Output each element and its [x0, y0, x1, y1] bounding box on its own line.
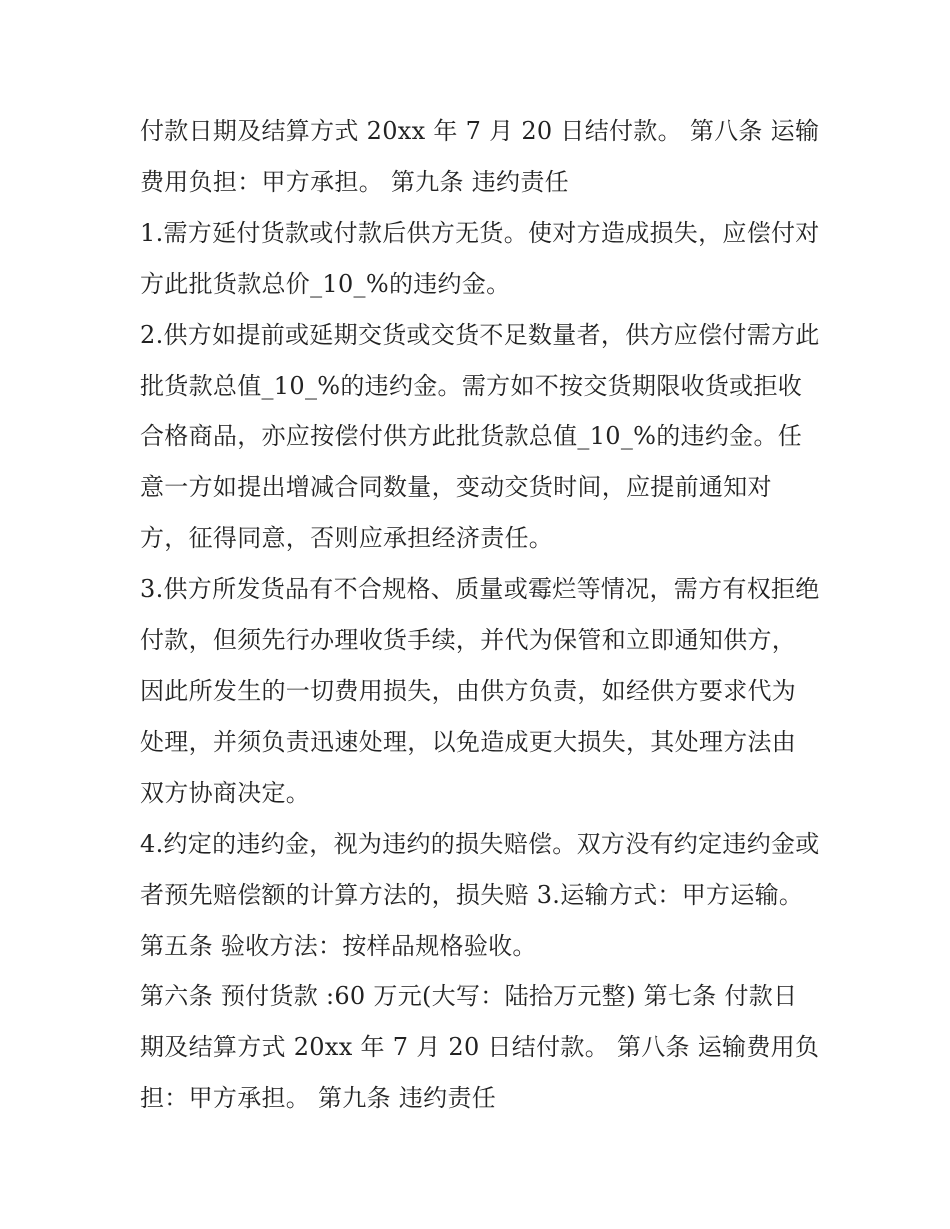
paragraph-article-6: 第六条 预付货款 :60 万元(大写：陆拾万元整) 第七条 付款日期及结算方式 20xx 年 7 月 20 日结付款。 第八条 运输费用负担：甲方承担。 第九条 违约责任	[140, 982, 820, 1113]
paragraph-clause-1: 1.需方延付货款或付款后供方无货。使对方造成损失，应偿付对方此批货款总价_10_%的违约金。	[140, 218, 820, 298]
paragraph-clause-3: 3.供方所发货品有不合规格、质量或霉烂等情况，需方有权拒绝付款，但须先行办理收货手续，并代为保管和立即通知供方，因此所发生的一切费用损失，由供方负责，如经供方要求代为处理，并须负责迅速处理，以免造成更大损失，其处理方法由双方协商决定。	[140, 575, 820, 807]
paragraph-payment-terms: 付款日期及结算方式 20xx 年 7 月 20 日结付款。 第八条 运输费用负担：甲方承担。 第九条 违约责任	[140, 117, 820, 196]
paragraph-clause-2: 2.供方如提前或延期交货或交货不足数量者，供方应偿付需方此批货款总值_10_%的违约金。需方如不按交货期限收货或拒收合格商品，亦应按偿付供方此批货款总值_10_%的违约金。任意一方如提出增减合同数量，变动交货时间，应提前通知对方，征得同意，否则应承担经济责任。	[140, 320, 820, 553]
paragraph-clause-4: 4.约定的违约金，视为违约的损失赔偿。双方没有约定违约金或者预先赔偿额的计算方法的，损失赔 3.运输方式：甲方运输。 第五条 验收方法：按样品规格验收。	[140, 829, 820, 960]
document-body	[140, 106, 820, 1124]
